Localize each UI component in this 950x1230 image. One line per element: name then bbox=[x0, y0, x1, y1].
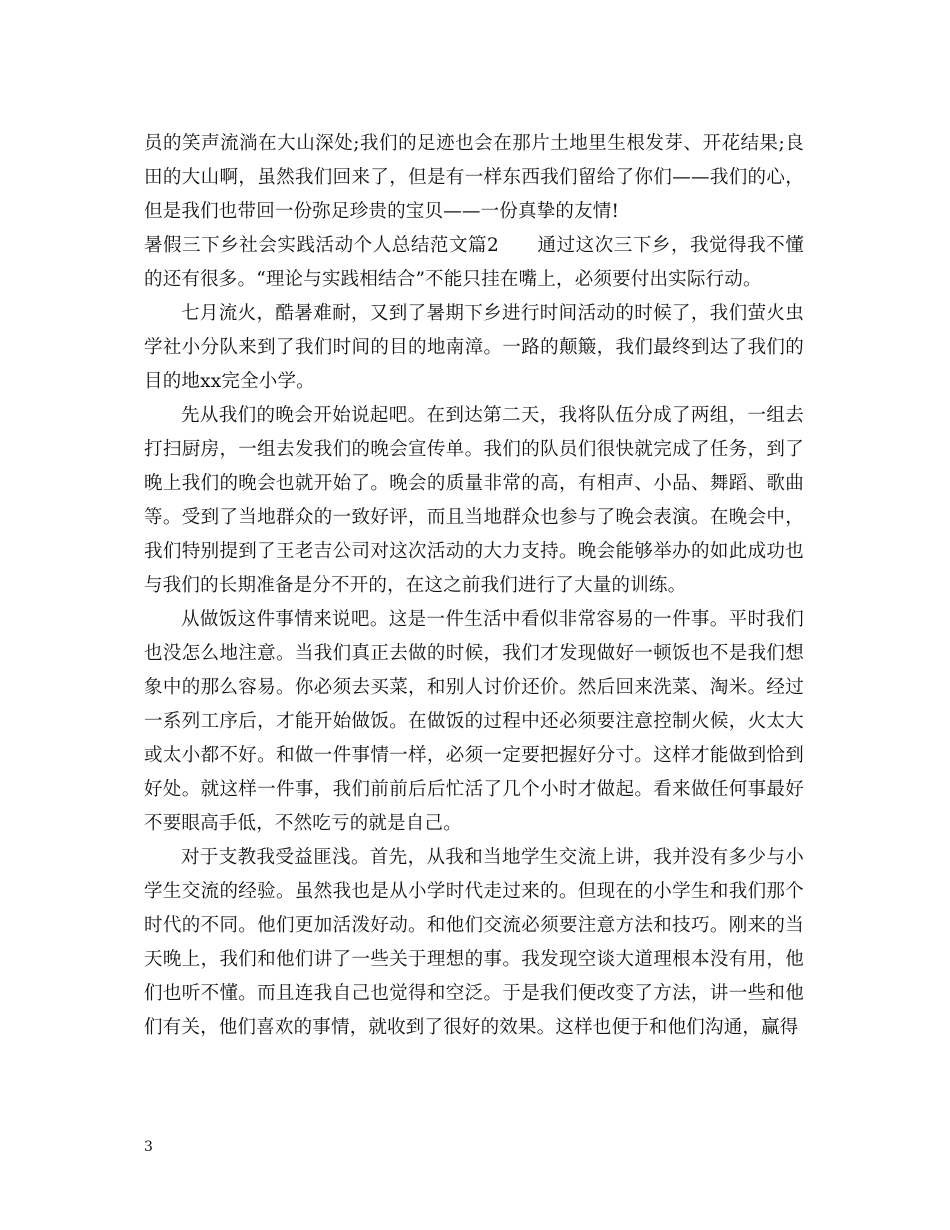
paragraph-2: 先从我们的晚会开始说起吧。在到达第二天，我将队伍分成了两组，一组去打扫厨房，一组去发我们的晚会宣传单。我们的队员们很快就完成了任务，到了晚上我们的晚会也就开始了。晚会的质量非常的高，有相声、小品、舞蹈、歌曲等。受到了当地群众的一致好评，而且当地群众也参与了晚会表演。在晚会中，我们特别提到了王老吉公司对这次活动的大力支持。晚会能够举办的如此成功也与我们的长期准备是分不开的，在这之前我们进行了大量的训练。 bbox=[144, 405, 804, 596]
paragraph-1: 七月流火，酷暑难耐，又到了暑期下乡进行时间活动的时候了，我们萤火虫学社小分队来到了我们时间的目的地南漳。一路的颠簸，我们最终到达了我们的目的地xx完全小学。 bbox=[144, 303, 804, 392]
paragraph-continuation: 员的笑声流淌在大山深处;我们的足迹也会在那片土地里生根发芽、开花结果;良田的大山啊，虽然我们回来了，但是有一样东西我们留给了你们——我们的心，但是我们也带回一份弥足珍贵的宝贝——一份真挚的友情! bbox=[144, 133, 804, 222]
paragraph-title-intro bbox=[144, 229, 804, 297]
paragraph-4: 对于支教我受益匪浅。首先，从我和当地学生交流上讲，我并没有多少与小学生交流的经验。虽然我也是从小学时代走过来的。但现在的小学生和我们那个时代的不同。他们更加活泼好动。和他们交流必须要注意方法和技巧。刚来的当天晚上，我们和他们讲了一些关于理想的事。我发现空谈大道理根本没有用，他们也听不懂。而且连我自己也觉得和空泛。于是我们便改变了方法，讲一些和他们有关，他们喜欢的事情，就收到了很好的效果。这样也便于和他们沟通，赢得 bbox=[144, 847, 804, 1038]
intro-text: 通过这次三下乡，我觉得我不懂的还有很多。“理论与实践相结合”不能只挂在嘴上，必须要付出实际行动。 bbox=[144, 235, 804, 290]
section-title: 暑假三下乡社会实践活动个人总结范文篇2 bbox=[144, 235, 500, 256]
page-number: 3 bbox=[144, 1139, 153, 1155]
gap bbox=[499, 235, 537, 256]
document-body bbox=[144, 127, 804, 1045]
paragraph-3: 从做饭这件事情来说吧。这是一件生活中看似非常容易的一件事。平时我们也没怎么地注意。当我们真正去做的时候，我们才发现做好一顿饭也不是我们想象中的那么容易。你必须去买菜，和别人讨价还价。然后回来洗菜、淘米。经过一系列工序后，才能开始做饭。在做饭的过程中还必须要注意控制火候，火太大或太小都不好。和做一件事情一样，必须一定要把握好分寸。这样才能做到恰到好处。就这样一件事，我们前前后后忙活了几个小时才做起。看来做任何事最好不要眼高手低，不然吃亏的就是自己。 bbox=[144, 609, 804, 834]
